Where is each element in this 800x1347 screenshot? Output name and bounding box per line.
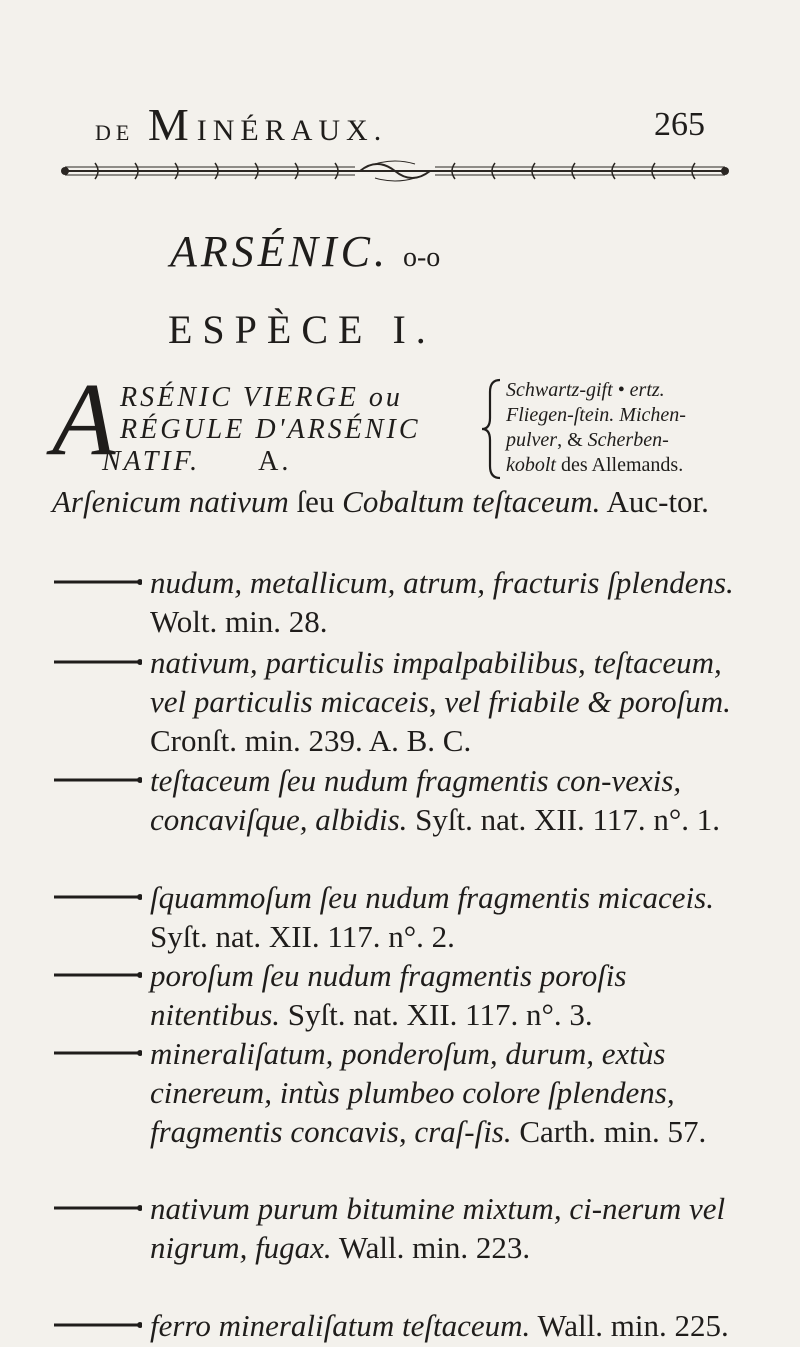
- synonym-text: [150, 956, 760, 1034]
- german-line-3: [506, 428, 766, 453]
- dash-rule: [52, 775, 142, 785]
- running-head-rest: INÉRAUX.: [196, 114, 388, 147]
- synonym-latin: nativum purum bitumine mixtum, ci-nerum vel nigrum, fugax.: [150, 1191, 726, 1265]
- german-line-3c: Scherben-: [587, 429, 669, 451]
- synonym-lead-roman-2: Auc-tor.: [600, 484, 709, 519]
- dash-rule: [52, 657, 142, 667]
- entry-letter: A.: [258, 446, 292, 477]
- curly-brace-icon: [480, 378, 504, 480]
- entry-names: [102, 382, 480, 478]
- synonym-latin: teſtaceum ſeu nudum fragmentis con-vexis, concaviſque, albidis.: [150, 763, 682, 837]
- synonym-latin: poroſum ſeu nudum fragmentis poroſis nitentibus.: [150, 958, 627, 1032]
- synonym-latin: nativum, particulis impalpabilibus, teſtaceum, vel particulis micaceis, vel friabile & poroſum.: [150, 645, 731, 719]
- dash-rule: [52, 577, 142, 587]
- german-line-2: [506, 403, 766, 428]
- dash-rule: [52, 970, 142, 980]
- entry-name-natif: NATIF.: [102, 446, 201, 477]
- synonym-lead-latin-1: Arſenicum nativum: [52, 484, 289, 519]
- running-head-title: [95, 98, 387, 151]
- running-head-prefix: DE: [95, 120, 135, 145]
- synonym-ref: Carth. min. 57.: [511, 1114, 707, 1149]
- synonym-ref: Wall. min. 223.: [331, 1230, 531, 1265]
- synonym-text: [150, 1189, 760, 1267]
- running-head-initial: M: [147, 99, 197, 150]
- synonym-ref: Cronſt. min. 239. A. B. C.: [150, 723, 472, 758]
- species-title: ESPÈCE I.: [168, 307, 436, 352]
- german-line-1: [506, 378, 766, 403]
- entry-name-line-2: RÉGULE D'ARSÉNIC: [120, 414, 421, 445]
- synonym-latin: ſquammoſum ſeu nudum fragmentis micaceis.: [150, 880, 714, 915]
- synonym-latin: ferro mineraliſatum teſtaceum.: [150, 1308, 531, 1343]
- entry-name-line-1: RSÉNIC VIERGE ou: [120, 382, 403, 413]
- german-line-2-text: Fliegen-ſtein. Michen-: [506, 404, 686, 426]
- synonym-latin: nudum, metallicum, atrum, fracturis ſplendens.: [150, 565, 734, 600]
- synonym-text: [150, 563, 760, 641]
- section-title-text: ARSÉNIC.: [170, 227, 389, 276]
- synonym-ref: Syſt. nat. XII. 117. n°. 2.: [150, 919, 455, 954]
- synonym-lead-latin-2: Cobaltum teſtaceum.: [342, 484, 601, 519]
- german-line-3a: pulver: [506, 429, 558, 451]
- synonym-text: [150, 643, 760, 760]
- german-line-1-text: Schwartz-gift • ertz.: [506, 379, 665, 401]
- dash-rule: [52, 1048, 142, 1058]
- synonym-lead: [52, 482, 752, 522]
- section-mark: o-o: [402, 242, 441, 273]
- page-number: 265: [654, 106, 705, 143]
- drop-cap: A: [52, 362, 116, 477]
- synonym-text: [150, 761, 760, 839]
- synonym-latin: mineraliſatum, ponderoſum, durum, extùs cinereum, intùs plumbeo colore ſplendens, fragmentis concavis, craſ-ſis.: [150, 1036, 675, 1149]
- ornament-border: [55, 158, 735, 184]
- synonym-text: [150, 1034, 760, 1151]
- entry-name-line-3: [102, 446, 480, 478]
- german-line-4b: des Allemands.: [556, 454, 684, 476]
- synonym-ref: Wolt. min. 28.: [150, 604, 328, 639]
- synonym-lead-roman-1: ſeu: [288, 484, 343, 519]
- synonym-text: [150, 1306, 760, 1345]
- synonym-ref: Syſt. nat. XII. 117. n°. 1.: [407, 802, 721, 837]
- german-line-4: [506, 453, 766, 478]
- synonym-ref: Wall. min. 225.: [530, 1308, 729, 1343]
- dash-rule: [52, 892, 142, 902]
- german-line-3b: , &: [557, 429, 588, 451]
- dash-rule: [52, 1320, 142, 1330]
- section-title: [170, 226, 440, 277]
- synonym-ref: Syſt. nat. XII. 117. n°. 3.: [280, 997, 593, 1032]
- dash-rule: [52, 1203, 142, 1213]
- german-names: [506, 378, 766, 478]
- synonym-text: [150, 878, 760, 956]
- german-line-4a: kobolt: [506, 454, 556, 476]
- running-head: [0, 98, 800, 158]
